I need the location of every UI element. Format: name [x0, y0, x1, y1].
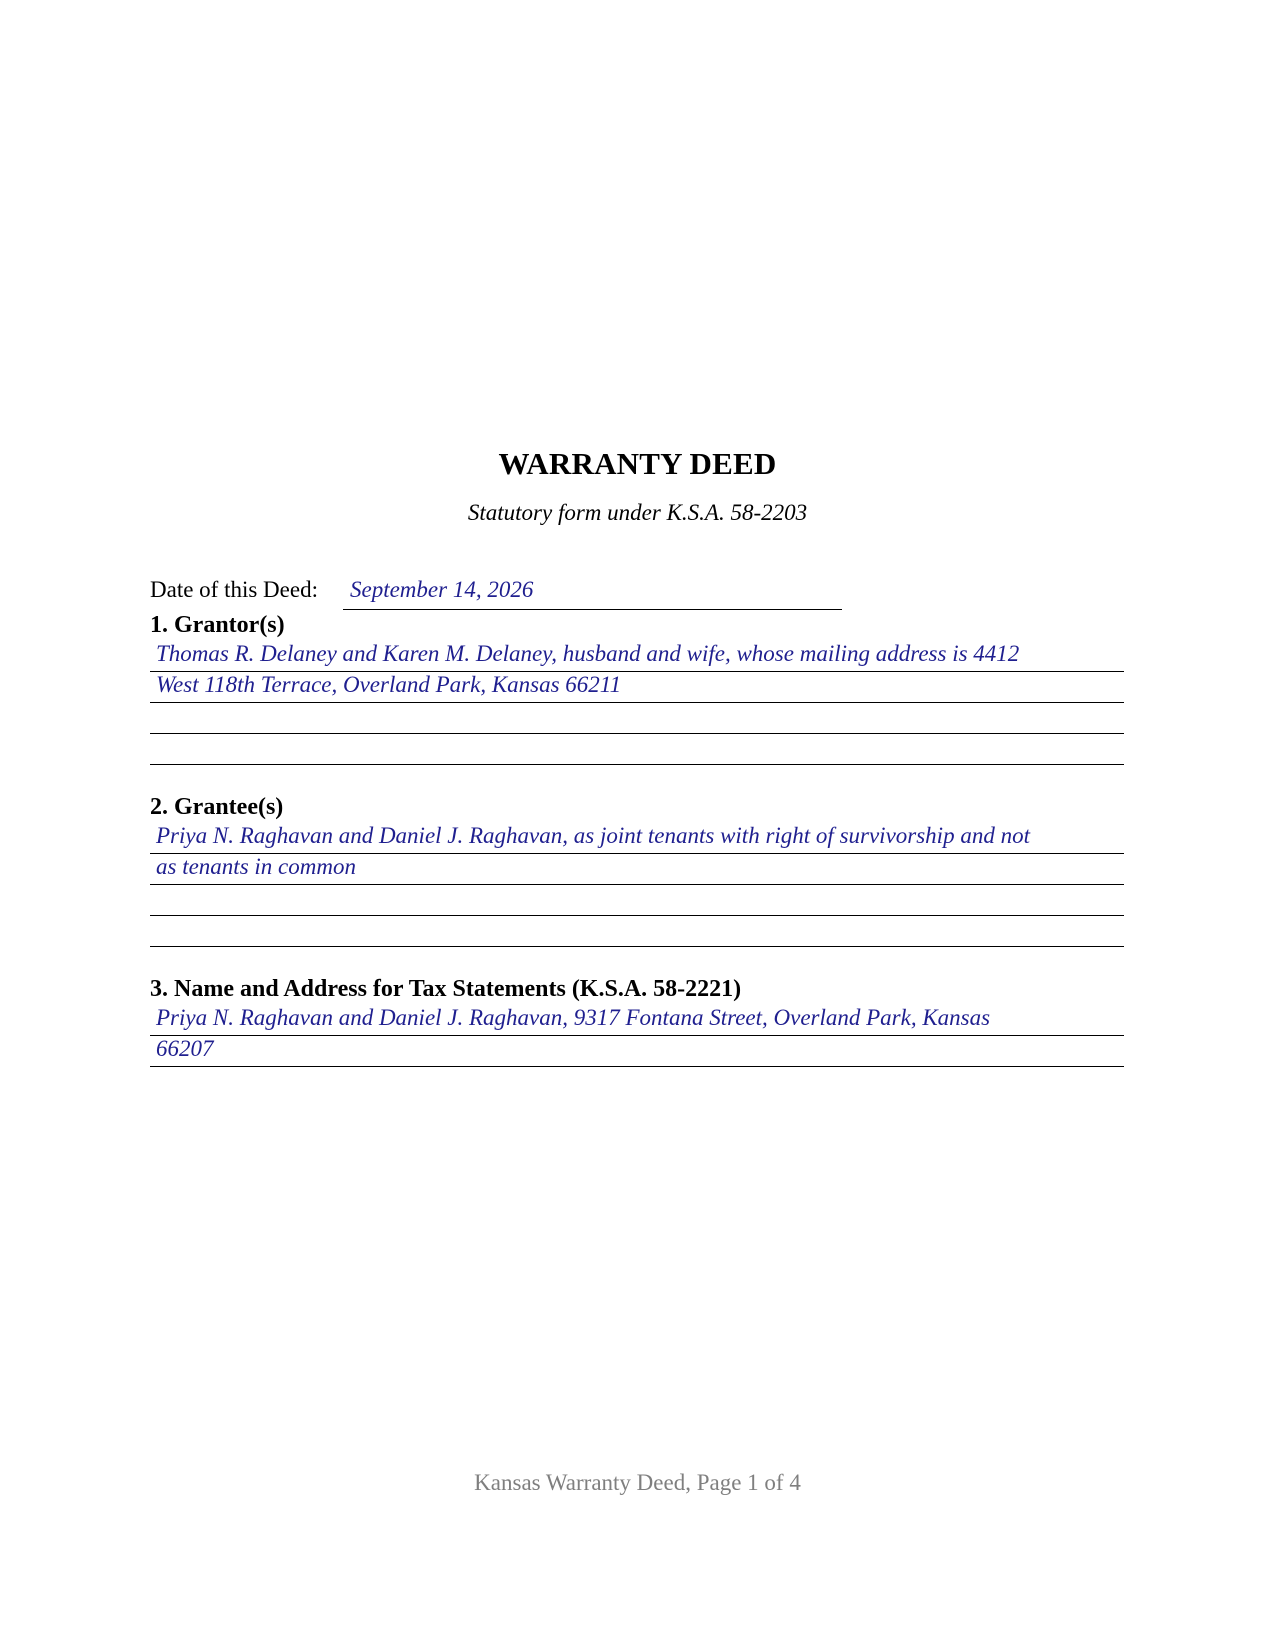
grantee-line-4[interactable]: [150, 916, 1124, 947]
grantor-line-text: West 118th Terrace, Overland Park, Kansas 66211: [156, 672, 622, 697]
tax-line-text: Priya N. Raghavan and Daniel J. Raghavan, 9317 Fontana Street, Overland Park, Kansas: [156, 1005, 991, 1030]
grantee-lines: [150, 823, 1124, 947]
grantor-heading: 1. Grantor(s): [150, 612, 285, 638]
grantor-line-3[interactable]: [150, 703, 1124, 734]
grantee-line-1[interactable]: [150, 823, 1124, 854]
tax-heading: 3. Name and Address for Tax Statements (K.S.A. 58-2221): [150, 976, 742, 1002]
document-subtitle: Statutory form under K.S.A. 58-2203: [467, 500, 808, 525]
grantor-line-1[interactable]: [150, 641, 1124, 672]
tax-lines: [150, 1005, 1124, 1067]
date-row: [150, 577, 870, 611]
grantor-line-4[interactable]: [150, 734, 1124, 765]
grantor-line-2[interactable]: [150, 672, 1124, 703]
date-field[interactable]: [343, 577, 842, 610]
grantee-line-text: as tenants in common: [156, 854, 356, 879]
tax-line-text: 66207: [156, 1036, 214, 1061]
page-footer: Kansas Warranty Deed, Page 1 of 4: [474, 1470, 801, 1495]
tax-line-1[interactable]: [150, 1005, 1124, 1036]
tax-line-2[interactable]: [150, 1036, 1124, 1067]
date-label: Date of this Deed:: [150, 577, 318, 602]
grantee-line-3[interactable]: [150, 885, 1124, 916]
grantor-lines: [150, 641, 1124, 765]
grantee-line-2[interactable]: [150, 854, 1124, 885]
grantee-line-text: Priya N. Raghavan and Daniel J. Raghavan, as joint tenants with right of survivorship and not: [156, 823, 1030, 848]
date-value: September 14, 2026: [350, 577, 534, 602]
grantor-line-text: Thomas R. Delaney and Karen M. Delaney, husband and wife, whose mailing address is 4412: [156, 641, 1020, 666]
document-title: WARRANTY DEED: [498, 446, 777, 481]
grantee-heading: 2. Grantee(s): [150, 794, 284, 820]
